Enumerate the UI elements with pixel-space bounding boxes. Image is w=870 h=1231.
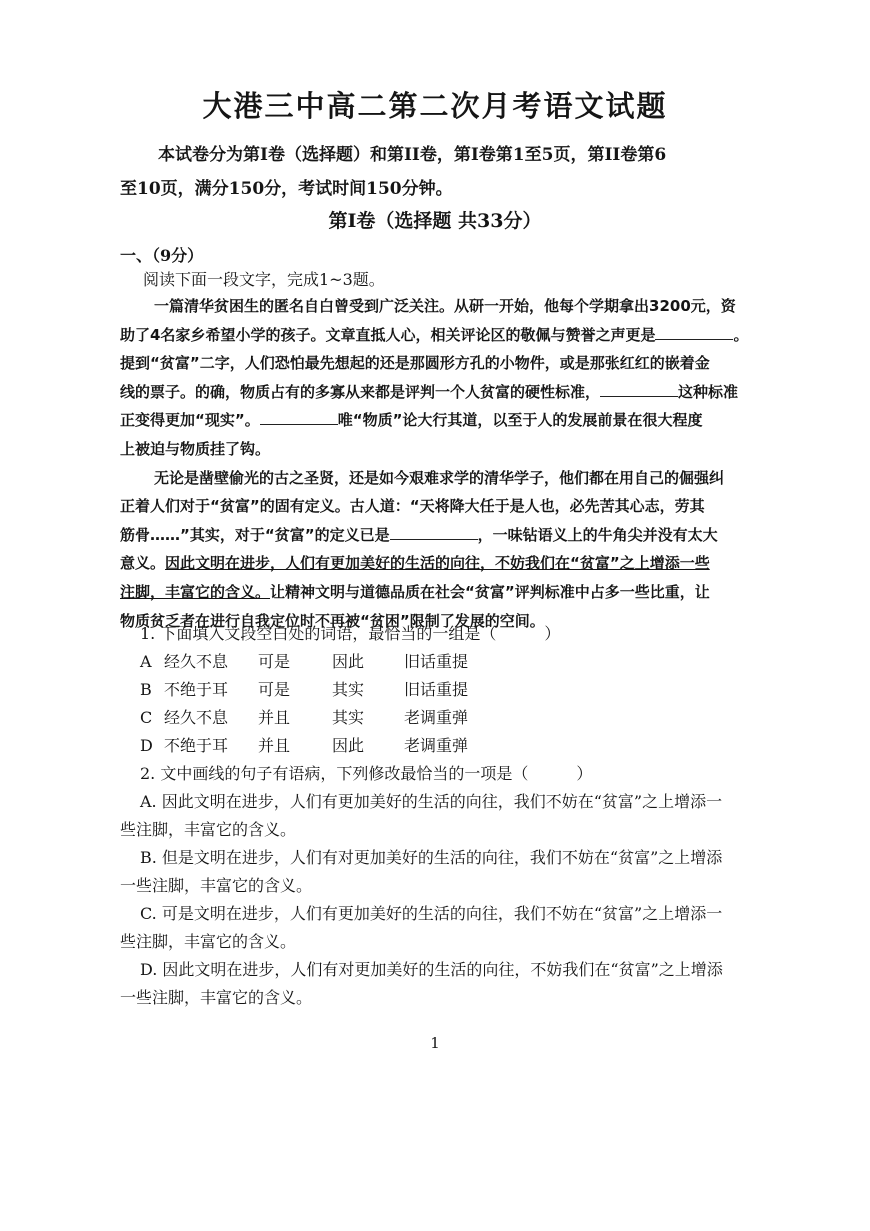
choice-word: 不绝于耳: [164, 680, 229, 699]
choice-word: 旧话重提: [404, 652, 469, 671]
section-title: 第I卷（选择题 共33分）: [328, 210, 542, 232]
question-1-choice: [120, 704, 760, 732]
fill-blank-4: [390, 525, 478, 540]
passage-line: [120, 321, 762, 350]
choice-word: 经久不息: [164, 708, 229, 727]
intro-line-1: 本试卷分为第I卷（选择题）和第II卷，第I卷第1至5页，第II卷第6: [158, 145, 667, 165]
choice-word: 老调重弹: [404, 736, 469, 755]
choice-word: 并且: [258, 736, 291, 755]
passage-line: [120, 406, 762, 435]
question-1-choice: [120, 732, 760, 760]
question-group-instruction: 阅读下面一段文字，完成1~3题。: [143, 270, 385, 289]
passage-text: ，一味钻语义上的牛角尖并没有太大: [477, 525, 718, 544]
question-1-choice: [120, 676, 760, 704]
choice-word: 旧话重提: [404, 680, 469, 699]
question-2-option: [120, 900, 760, 956]
choice-word: 可是: [258, 652, 291, 671]
passage-line: 提到“贫富”二字，人们恐怕最先想起的还是那圆形方孔的小物件，或是那张红红的嵌着金: [120, 354, 710, 373]
fill-blank-1: [655, 325, 733, 340]
passage-text: 。: [733, 325, 749, 344]
fill-blank-3: [260, 410, 338, 425]
exam-intro: [120, 138, 760, 206]
choice-letter: A: [140, 652, 152, 671]
passage-line: 无论是凿壁偷光的古之圣贤，还是如今艰难求学的清华学子，他们都在用自己的倔强纠: [154, 468, 725, 487]
question-2-option: [120, 956, 760, 1012]
passage-text: 筋骨……”其实，对于“贫富”的定义已是: [120, 525, 390, 544]
passage-line: 上被迫与物质挂了钩。: [120, 439, 271, 458]
underlined-sentence: 注脚，丰富它的含义。: [120, 582, 271, 601]
intro-line-2: 至10页，满分150分，考试时间150分钟。: [120, 179, 453, 199]
option-line: 一些注脚，丰富它的含义。: [120, 988, 313, 1007]
choice-word: 不绝于耳: [164, 736, 229, 755]
option-line: C. 可是文明在进步，人们有更加美好的生活的向往，我们不妨在“贫富”之上增添一: [140, 904, 723, 923]
choice-letter: D: [140, 736, 153, 755]
choice-word: 因此: [332, 736, 365, 755]
passage-line: 正着人们对于“贫富”的固有定义。古人道：“天将降大任于是人也，必先苦其心志，劳其: [120, 497, 705, 516]
choice-word: 经久不息: [164, 652, 229, 671]
passage-line: 物质贫乏者在进行自我定位时不再被“贫困”限制了发展的空间。: [120, 611, 545, 630]
choice-word: 因此: [332, 652, 365, 671]
choice-letter: C: [140, 708, 153, 727]
exam-title: 大港三中高二第二次月考语文试题: [202, 89, 668, 123]
passage-line: 一篇清华贫困生的匿名自白曾受到广泛关注。从研一开始，他每个学期拿出3200元，资: [154, 297, 736, 315]
passage-line: [120, 578, 762, 607]
passage-text: 让精神文明与道德品质在社会“贫富”评判标准中占多一些比重，让: [270, 582, 710, 601]
passage-text: 这种标准: [678, 382, 739, 401]
choice-word: 可是: [258, 680, 291, 699]
choice-letter: B: [140, 680, 152, 699]
passage-line: [120, 549, 762, 578]
passage-line: [120, 378, 762, 407]
passage-text: 正变得更加“现实”。: [120, 411, 260, 430]
question-1-choice: [120, 648, 760, 676]
option-line: A. 因此文明在进步，人们有更加美好的生活的向往，我们不妨在“贫富”之上增添一: [140, 792, 723, 811]
page-number: 1: [430, 1034, 440, 1052]
option-line: B. 但是文明在进步，人们有对更加美好的生活的向往，我们不妨在“贫富”之上增添: [140, 848, 723, 867]
choice-word: 其实: [332, 708, 365, 727]
option-line: D. 因此文明在进步，人们有对更加美好的生活的向往，不妨我们在“贫富”之上增添: [140, 960, 723, 979]
option-line: 一些注脚，丰富它的含义。: [120, 876, 313, 895]
underlined-sentence: 因此文明在进步，人们有更加美好的生活的向往，不妨我们在“贫富”之上增添一些: [165, 554, 710, 573]
question-2-option: [120, 788, 760, 844]
passage-text: 助了4名家乡希望小学的孩子。文章直抵人心，相关评论区的敬佩与赞誉之声更是: [120, 325, 656, 344]
choice-word: 老调重弹: [404, 708, 469, 727]
fill-blank-2: [600, 382, 678, 397]
passage-text: 线的票子。的确，物质占有的多寡从来都是评判一个人贫富的硬性标准，: [120, 382, 601, 401]
option-line: 些注脚，丰富它的含义。: [120, 820, 297, 839]
passage-text: 唯“物质”论大行其道，以至于人的发展前景在很大程度: [337, 411, 703, 430]
passage-line: [120, 521, 762, 550]
option-line: 些注脚，丰富它的含义。: [120, 932, 297, 951]
questions-block: [120, 620, 760, 1012]
reading-passage: [120, 292, 762, 635]
question-1-stem: 1. 下面填入文段空白处的词语，最恰当的一组是（ ）: [140, 624, 561, 643]
choice-word: 其实: [332, 680, 365, 699]
question-2-stem: 2. 文中画线的句子有语病，下列修改最恰当的一项是（ ）: [140, 764, 593, 783]
passage-text: 意义。: [120, 554, 166, 573]
question-group-header: 一、（9分）: [120, 246, 204, 265]
question-2-option: [120, 844, 760, 900]
choice-word: 并且: [258, 708, 291, 727]
